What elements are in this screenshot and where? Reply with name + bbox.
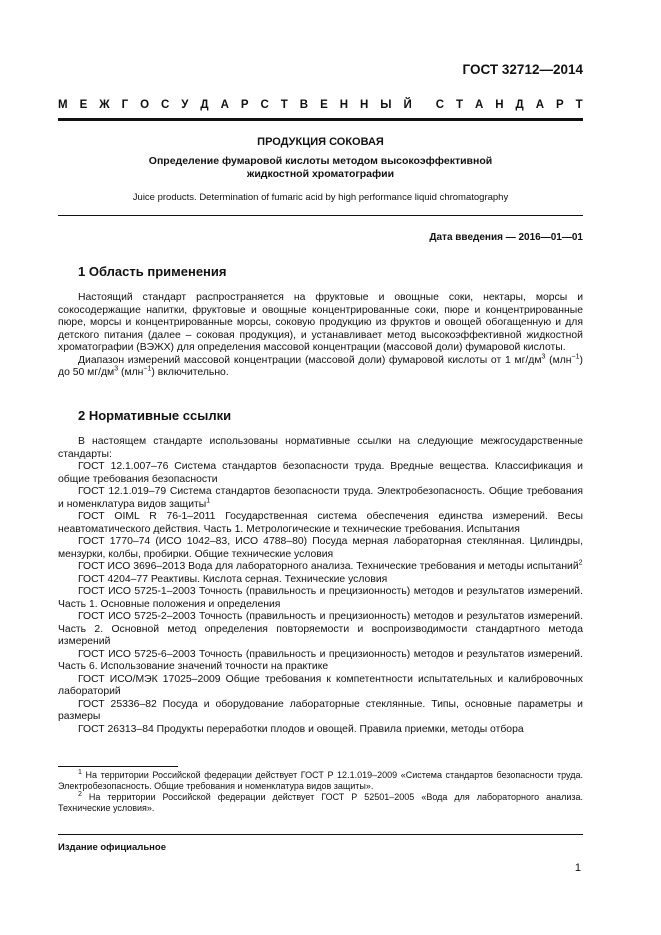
banner-letter: А — [474, 99, 484, 111]
footer-rule — [58, 834, 583, 835]
banner-letter: Н — [495, 99, 504, 111]
banner-letter: С — [161, 99, 170, 111]
section-1-paragraph-1: Настоящий стандарт распространяется на фруктовые и овощные соки, нектары, морсы и сокосодержащие напитки, фруктовые и овощные концентрированные соки, пюре и концентрированные пюре, морсы и концентрированные морсы, соковую продукцию из фруктов и овощей обогащенную и для детского питания (далее – соковая продукция), и устанавливает метод высокоэффективной жидкостной хроматографии (ВЭЖХ) для определения массовой концентрации (массовой доли) фумаровой кислоты. — [58, 292, 583, 353]
section-2-intro: В настоящем стандарте использованы нормативные ссылки на следующие межгосударственные стандарты: — [58, 436, 583, 460]
banner-letter: Р — [240, 99, 249, 111]
section-2-body — [58, 436, 583, 736]
normative-reference: ГОСТ ИСО 5725-6–2003 Точность (правильность и прецизионность) методов и результатов измерений. Часть 6. Использование значений точности на практике — [58, 648, 583, 672]
interstate-standard-banner — [58, 99, 583, 111]
banner-letter: Е — [320, 99, 328, 111]
subtitle-line-1: Определение фумаровой кислоты методом высокоэффективной — [148, 155, 493, 167]
banner-letter: Д — [515, 99, 524, 111]
banner-letter: М — [58, 99, 68, 111]
banner-letter: О — [140, 99, 150, 111]
page-number: 1 — [574, 862, 581, 874]
section-1-paragraph-2: Диапазон измерений массовой концентрации (массовой доли) фумаровой кислоты от 1 $мг/дм^3$ (млн$^{-1}$) до 50 $мг/дм^3$ (млн$^{-1}$) включительно. — [58, 353, 583, 378]
normative-reference: ГОСТ ИСО 5725-2–2003 Точность (правильность и прецизионность) методов и результатов измерений. Часть 2. Основной метод определения повторяемости и воспроизводимости стандартного метода измерений — [58, 611, 583, 647]
document-subtitle — [58, 155, 583, 181]
introduction-date: Дата введения — 2016—01—01 — [429, 232, 583, 243]
normative-reference: ГОСТ ИСО 3696–2013 Вода для лабораторного анализа. Технические требования и методы испытаний$^2$ — [78, 559, 583, 572]
normative-reference: ГОСТ 26313–84 Продукты переработки плодов и овощей. Правила приемки, методы отбора — [78, 723, 524, 735]
footnote-rule — [58, 766, 178, 767]
section-2-heading: 2 Нормативные ссылки — [78, 408, 232, 423]
standard-code: ГОСТ 32712—2014 — [462, 62, 583, 77]
normative-reference: ГОСТ ИСО 5725-1–2003 Точность (правильность и прецизионность) методов и результатов измерений. Часть 1. Основные положения и определения — [58, 586, 583, 610]
banner-letter: Й — [403, 99, 412, 111]
banner-letter: А — [535, 99, 545, 111]
normative-reference: ГОСТ 25336–82 Посуда и оборудование лабораторные стеклянные. Типы, основные параметры и размеры — [58, 698, 583, 722]
header-rule — [58, 118, 583, 121]
document-title: ПРОДУКЦИЯ СОКОВАЯ — [257, 136, 384, 148]
banner-letter: В — [299, 99, 309, 111]
english-title: Juice products. Determination of fumaric acid by high performance liquid chromatography — [132, 192, 509, 203]
section-1-heading: 1 Область применения — [78, 264, 227, 279]
footnote-2: $^2$ На территории Российской федерации действует ГОСТ Р 52501–2005 «Вода для лабораторного анализа. Технические условия». — [58, 791, 583, 813]
title-rule — [58, 215, 583, 216]
subtitle-line-2: жидкостной хроматографии — [246, 168, 395, 180]
banner-letter: А — [220, 99, 229, 111]
banner-letter: Т — [280, 99, 288, 111]
banner-letter: Ы — [380, 99, 392, 111]
banner-letter: Д — [200, 99, 209, 111]
normative-reference: ГОСТ 12.1.019–79 Система стандартов безопасности труда. Электробезопасность. Общие требования и номенклатура видов защиты$^1$ — [58, 486, 583, 510]
normative-reference: ГОСТ OIML R 76-1–2011 Государственная система обеспечения единства измерений. Весы неавтоматического действия. Часть 1. Метрологические и технические требования. Испытания — [58, 511, 583, 535]
normative-reference: ГОСТ 12.1.007–76 Система стандартов безопасности труда. Вредные вещества. Классификация и общие требования безопасности — [58, 461, 583, 485]
footnote-1: $^1$ На территории Российской федерации действует ГОСТ Р 12.1.019–2009 «Система стандартов безопасности труда. Электробезопасность. Общие требования и номенклатура видов защиты». — [58, 769, 583, 791]
banner-letter: Н — [339, 99, 349, 111]
normative-reference: ГОСТ ИСО/МЭК 17025–2009 Общие требования к компетентности испытательных и калибровочных лабораторий — [58, 673, 583, 697]
banner-letter: У — [181, 99, 189, 111]
section-1-body — [58, 292, 583, 380]
official-edition-label: Издание официальное — [58, 842, 166, 853]
banner-letter: Т — [455, 99, 464, 111]
normative-reference: ГОСТ 1770–74 (ИСО 1042–83, ИСО 4788–80) Посуда мерная лабораторная стеклянная. Цилиндры, мензурки, колбы, пробирки. Общие технические условия — [58, 536, 583, 560]
footnotes — [58, 770, 583, 814]
banner-letter: Е — [79, 99, 88, 111]
banner-letter: Ж — [99, 99, 110, 111]
normative-reference: ГОСТ 4204–77 Реактивы. Кислота серная. Технические условия — [78, 573, 388, 585]
banner-letter: Т — [575, 99, 583, 111]
banner-letter: С — [260, 99, 269, 111]
banner-letter: Р — [556, 99, 564, 111]
banner-letter: Г — [121, 99, 129, 111]
banner-letter: С — [435, 99, 445, 111]
banner-letter: Н — [359, 99, 369, 111]
